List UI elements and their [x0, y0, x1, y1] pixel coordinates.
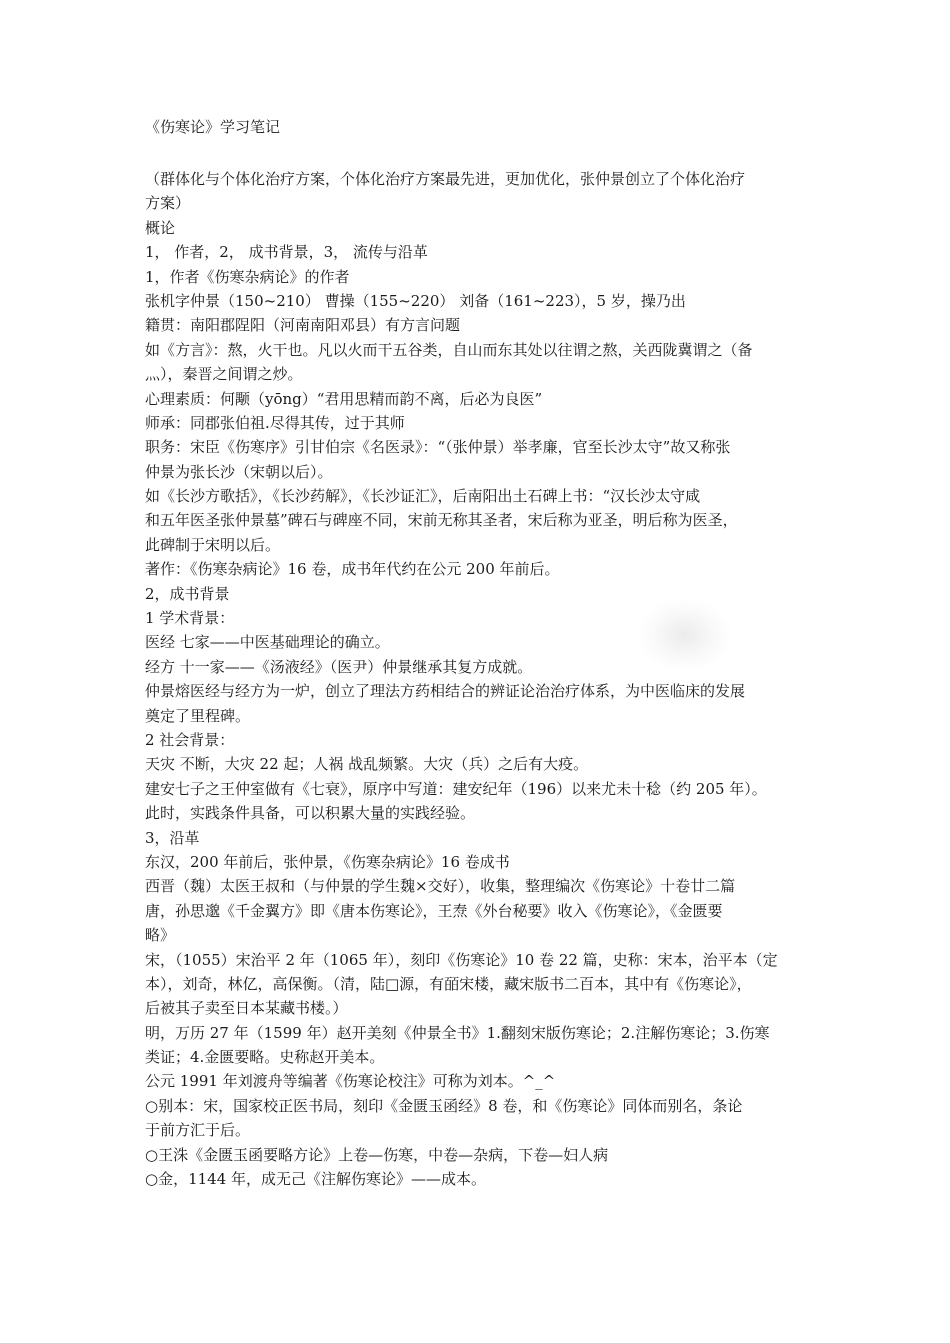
text-line: 和五年医圣张仲景墓”碑石与碑座不同，宋前无称其圣者，宋后称为亚圣，明后称为医圣， — [145, 511, 738, 530]
text-line: 西晋（魏）太医王叔和（与仲景的学生魏×交好），收集，整理编次《伤寒论》十卷廿二篇 — [145, 877, 736, 896]
text-line: ○金，1144 年，成无己《注解伤寒论》——成本。 — [145, 1170, 487, 1189]
text-line: 如《方言》：熬，火干也。凡以火而干五谷类，自山而东其处以往谓之熬，关西陇冀谓之（备 — [145, 340, 753, 359]
text-line: 3，沿革 — [145, 828, 200, 847]
text-line: 心理素质：何颙（yōng）“君用思精而韵不离，后必为良医” — [145, 389, 543, 408]
text-line: 奠定了里程碑。 — [145, 706, 251, 725]
text-line: 建安七子之王仲室做有《七衰》，原序中写道：建安纪年（196）以来尤未十稔（约 205 年）。 — [145, 779, 767, 798]
text-line: 公元 1991 年刘渡舟等编著《伤寒论校注》可称为刘本。^_^ — [145, 1072, 556, 1091]
text-line: ○别本：宋，国家校正医书局，刻印《金匮玉函经》8 卷，和《伤寒论》同体而别名，条论 — [145, 1096, 743, 1115]
text-line: 1， 作者，2， 成书背景，3， 流传与沿革 — [145, 243, 428, 262]
scan-smudge — [640, 600, 730, 670]
text-line: 1 学术背景： — [145, 609, 235, 628]
text-line: 著作：《伤寒杂病论》16 卷，成书年代约在公元 200 年前后。 — [145, 560, 560, 579]
text-line: 唐，孙思邈《千金翼方》即《唐本伤寒论》，王焘《外台秘要》收入《伤寒论》，《金匮要 — [145, 901, 723, 920]
document-body — [145, 167, 810, 1191]
text-line: 籍贯：南阳郡陧阳（河南南阳邓县）有方言问题 — [145, 316, 461, 335]
text-line: 类证；4.金匮要略。史称赵开美本。 — [145, 1048, 385, 1067]
text-line: 此时，实践条件具备，可以积累大量的实践经验。 — [145, 804, 476, 823]
text-line: 如《长沙方歌括》，《长沙药解》，《长沙证汇》，后南阳出土石碑上书：“汉长沙太守咸 — [145, 487, 701, 506]
text-line: 天灾 不断，大灾 22 起；人祸 战乱频繁。大灾（兵）之后有大疫。 — [145, 755, 589, 774]
document-title: 《伤寒论》学习笔记 — [145, 118, 281, 136]
text-line: 宋，（1055）宋治平 2 年（1065 年），刻印《伤寒论》10 卷 22 篇，史称：宋本，治平本（定 — [145, 950, 778, 969]
text-line: 职务：宋臣《伤寒序》引甘伯宗《名医录》：“（张仲景）举孝廉，官至长沙太守”故又称张 — [145, 438, 731, 457]
text-line: 1，作者《伤寒杂病论》的作者 — [145, 267, 350, 286]
text-line: 明，万历 27 年（1599 年）赵开美刻《仲景全书》1.翻刻宋版伤寒论；2.注解伤寒论；3.伤寒 — [145, 1023, 770, 1042]
text-line: 东汉，200 年前后，张仲景，《伤寒杂病论》16 卷成书 — [145, 852, 510, 871]
text-line: 经方 十一家——《汤液经》（医尹）仲景继承其复方成就。 — [145, 657, 533, 676]
text-line: 概论 — [145, 218, 176, 237]
text-line: ○王洙《金匮玉函要略方论》上卷—伤寒，中卷—杂病，下卷—妇人病 — [145, 1145, 609, 1164]
text-line: 2，成书背景 — [145, 584, 230, 603]
text-line: 医经 七家——中医基础理论的确立。 — [145, 633, 390, 652]
text-line: 后被其子卖至日本某藏书楼。） — [145, 999, 348, 1018]
text-line: 略》 — [145, 926, 176, 945]
text-line: 张机字仲景（150~210） 曹操（155~220） 刘备（161~223），5 岁，操乃出 — [145, 291, 686, 310]
text-line: 此碑制于宋明以后。 — [145, 535, 281, 554]
text-line: 灬），秦晋之间谓之炒。 — [145, 365, 303, 384]
text-line: （群体化与个体化治疗方案，个体化治疗方案最先进，更加优化，张仲景创立了个体化治疗 — [145, 170, 746, 188]
text-line: 方案） — [145, 194, 191, 213]
text-line: 于前方汇于后。 — [145, 1121, 251, 1140]
text-line: 仲景熔医经与经方为一炉，创立了理法方药相结合的辨证论治治疗体系，为中医临床的发展 — [145, 682, 746, 701]
text-line: 本），刘奇，林亿，高保衡。（清，陆□源，有皕宋楼，藏宋版书二百本，其中有《伤寒论》， — [145, 974, 752, 993]
text-line: 师承：同郡张伯祖.尽得其传，过于其师 — [145, 413, 405, 432]
text-line: 2 社会背景： — [145, 730, 235, 749]
text-line: 仲景为张长沙（宋朝以后）。 — [145, 462, 333, 481]
